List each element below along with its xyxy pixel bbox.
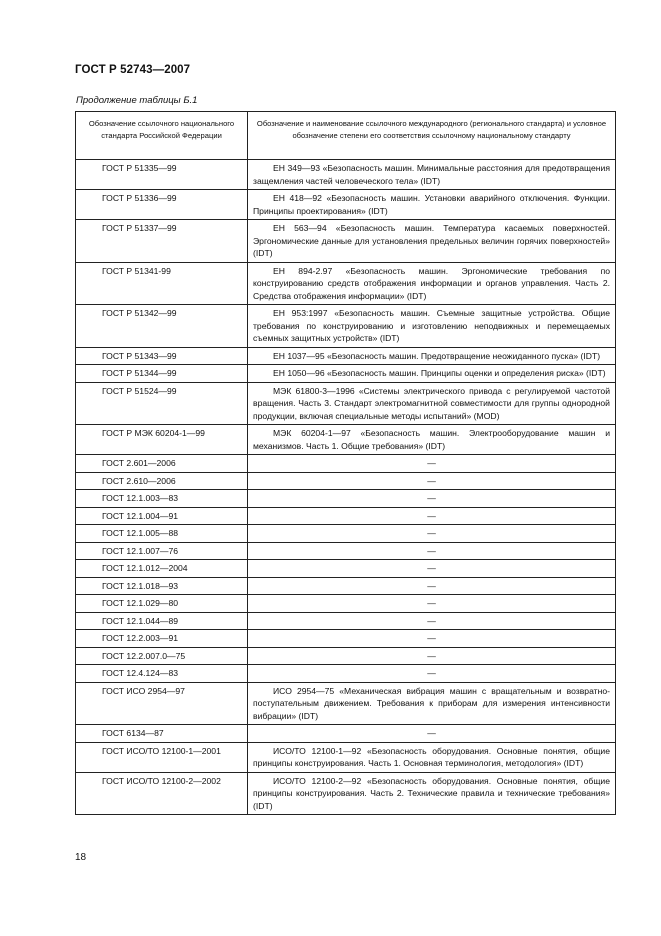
table-row	[76, 525, 616, 543]
national-standard-code: ГОСТ Р 51337—99	[76, 220, 248, 263]
international-standard-description: МЭК 61800-3—1996 «Системы электрического привода с регулируемой частотой вращения. Часть 3. Стандарт электромагнитной совместимости для группы однородной продукции, включая специальные методы испытаний» (MOD)	[248, 382, 616, 425]
table-row	[76, 630, 616, 648]
national-standard-code: ГОСТ Р МЭК 60204-1—99	[76, 425, 248, 455]
table-row	[76, 455, 616, 473]
international-standard-description: —	[248, 507, 616, 525]
table-row	[76, 612, 616, 630]
table-row	[76, 425, 616, 455]
national-standard-code: ГОСТ ИСО 2954—97	[76, 682, 248, 725]
international-standard-description: МЭК 60204-1—97 «Безопасность машин. Электрооборудование машин и механизмов. Часть 1. Общие требования» (IDT)	[248, 425, 616, 455]
national-standard-code: ГОСТ Р 51341-99	[76, 262, 248, 305]
table-row	[76, 382, 616, 425]
national-standard-code: ГОСТ 2.610—2006	[76, 472, 248, 490]
international-standard-description: —	[248, 525, 616, 543]
national-standard-code: ГОСТ Р 51335—99	[76, 160, 248, 190]
page-number: 18	[75, 852, 87, 863]
international-standard-description: —	[248, 455, 616, 473]
national-standard-code: ГОСТ 12.2.007.0—75	[76, 647, 248, 665]
national-standard-code: ГОСТ Р 51344—99	[76, 365, 248, 383]
document-header: ГОСТ Р 52743—2007	[75, 64, 191, 76]
table-row	[76, 507, 616, 525]
table-row	[76, 220, 616, 263]
international-standard-description: —	[248, 665, 616, 683]
table-body	[76, 160, 616, 815]
table-row	[76, 490, 616, 508]
international-standard-description: —	[248, 725, 616, 743]
international-standard-description: —	[248, 647, 616, 665]
international-standard-description: ЕН 894-2.97 «Безопасность машин. Эргономические требования по конструированию средств отображения информации и органов управления. Часть 2. Средства отображения информации» (IDT)	[248, 262, 616, 305]
table-row	[76, 190, 616, 220]
table-row	[76, 560, 616, 578]
international-standard-description: ЕН 349—93 «Безопасность машин. Минимальные расстояния для предотвращения защемления частей человеческого тела» (IDT)	[248, 160, 616, 190]
international-standard-description: ЕН 1050—96 «Безопасность машин. Принципы оценки и определения риска» (IDT)	[248, 365, 616, 383]
table-row	[76, 347, 616, 365]
table-row	[76, 305, 616, 348]
table-row	[76, 742, 616, 772]
international-standard-description: ИСО 2954—75 «Механическая вибрация машин с вращательным и возвратно-поступательным движением. Требования к приборам для измерения интенсивности вибрации» (IDT)	[248, 682, 616, 725]
international-standard-description: —	[248, 490, 616, 508]
national-standard-code: ГОСТ 12.1.007—76	[76, 542, 248, 560]
national-standard-code: ГОСТ 12.1.003—83	[76, 490, 248, 508]
table-row	[76, 725, 616, 743]
national-standard-code: ГОСТ 12.1.012—2004	[76, 560, 248, 578]
international-standard-description: ЕН 563—94 «Безопасность машин. Температура касаемых поверхностей. Эргономические данные для установления предельных величин горячих поверхностей» (IDT)	[248, 220, 616, 263]
international-standard-description: —	[248, 472, 616, 490]
national-standard-code: ГОСТ 12.1.004—91	[76, 507, 248, 525]
international-standard-description: —	[248, 560, 616, 578]
international-standard-description: —	[248, 577, 616, 595]
table-row	[76, 595, 616, 613]
international-standard-description: ЕН 418—92 «Безопасность машин. Установки аварийного отключения. Функции. Принципы проектирования» (IDT)	[248, 190, 616, 220]
table-row	[76, 262, 616, 305]
national-standard-code: ГОСТ Р 51342—99	[76, 305, 248, 348]
national-standard-code: ГОСТ 12.1.044—89	[76, 612, 248, 630]
international-standard-description: —	[248, 542, 616, 560]
national-standard-code: ГОСТ 12.1.005—88	[76, 525, 248, 543]
table-row	[76, 682, 616, 725]
international-standard-description: ИСО/ТО 12100-1—92 «Безопасность оборудования. Основные понятия, общие принципы конструирования. Часть 1. Основная терминология, методология» (IDT)	[248, 742, 616, 772]
national-standard-code: ГОСТ 12.2.003—91	[76, 630, 248, 648]
international-standard-description: —	[248, 612, 616, 630]
table-row	[76, 577, 616, 595]
national-standard-code: ГОСТ ИСО/ТО 12100-1—2001	[76, 742, 248, 772]
international-standard-description: —	[248, 595, 616, 613]
table-row	[76, 472, 616, 490]
international-standard-description: ИСО/ТО 12100-2—92 «Безопасность оборудования. Основные понятия, общие принципы конструирования. Часть 2. Технические правила и технические требования» (IDT)	[248, 772, 616, 815]
table-row	[76, 647, 616, 665]
table-row	[76, 772, 616, 815]
national-standard-code: ГОСТ 6134—87	[76, 725, 248, 743]
table-header-row	[76, 112, 616, 160]
national-standard-code: ГОСТ 12.1.029—80	[76, 595, 248, 613]
national-standard-code: ГОСТ 2.601—2006	[76, 455, 248, 473]
national-standard-code: ГОСТ Р 51524—99	[76, 382, 248, 425]
table-row	[76, 665, 616, 683]
table-row	[76, 365, 616, 383]
national-standard-code: ГОСТ 12.4.124—83	[76, 665, 248, 683]
reference-standards-table	[75, 111, 616, 815]
national-standard-code: ГОСТ Р 51343—99	[76, 347, 248, 365]
international-standard-description: —	[248, 630, 616, 648]
table-caption: Продолжение таблицы Б.1	[76, 95, 198, 106]
national-standard-code: ГОСТ Р 51336—99	[76, 190, 248, 220]
national-standard-code: ГОСТ 12.1.018—93	[76, 577, 248, 595]
international-standard-description: ЕН 953:1997 «Безопасность машин. Съемные защитные устройства. Общие требования по конструированию и изготовлению неподвижных и перемещаемых съемных защитных устройств» (IDT)	[248, 305, 616, 348]
column-header-national-standard: Обозначение ссылочного национального стандарта Российской Федерации	[76, 112, 248, 160]
column-header-international-standard: Обозначение и наименование ссылочного международного (регионального стандарта) и условное обозначение степени его соответствия ссылочному национальному стандарту	[248, 112, 616, 160]
table-row	[76, 542, 616, 560]
national-standard-code: ГОСТ ИСО/ТО 12100-2—2002	[76, 772, 248, 815]
international-standard-description: ЕН 1037—95 «Безопасность машин. Предотвращение неожиданного пуска» (IDT)	[248, 347, 616, 365]
table-row	[76, 160, 616, 190]
